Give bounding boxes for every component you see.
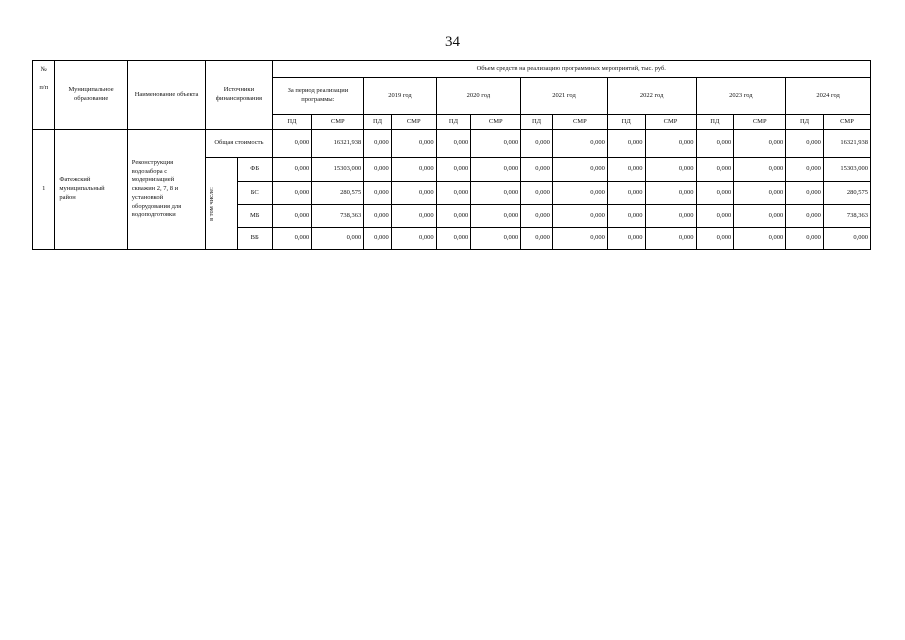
value-cell: 0,000 [471,182,521,205]
value-cell: 0,000 [521,205,553,228]
source-total-label: Общая стоимость [206,130,272,158]
header-pd: ПД [272,115,312,130]
value-cell: 16321,938 [312,130,364,158]
source-label-vb: ВБ [237,228,272,250]
header-year-2023: 2023 год [696,78,786,115]
source-label-fb: ФБ [237,158,272,182]
value-cell: 738,363 [823,205,870,228]
value-cell: 0,000 [436,205,471,228]
value-cell: 0,000 [734,182,786,205]
header-year-2019: 2019 год [364,78,436,115]
value-cell: 0,000 [391,158,436,182]
value-cell: 0,000 [364,182,392,205]
header-pd: ПД [364,115,392,130]
source-label-mb: МБ [237,205,272,228]
value-cell: 0,000 [696,182,734,205]
value-cell: 0,000 [471,228,521,250]
value-cell: 0,000 [734,158,786,182]
value-cell: 0,000 [552,205,607,228]
header-smr: СМР [471,115,521,130]
value-cell: 0,000 [391,130,436,158]
header-period-total: За период реализации программы: [272,78,364,115]
value-cell: 0,000 [364,205,392,228]
value-cell: 0,000 [552,130,607,158]
value-cell: 0,000 [364,228,392,250]
value-cell: 0,000 [786,158,824,182]
value-cell: 280,575 [312,182,364,205]
value-cell: 0,000 [521,130,553,158]
value-cell: 0,000 [552,228,607,250]
financing-table [32,60,871,250]
header-smr: СМР [391,115,436,130]
value-cell: 738,363 [312,205,364,228]
value-cell: 0,000 [272,130,312,158]
header-pd: ПД [786,115,824,130]
value-cell: 0,000 [272,205,312,228]
value-cell: 0,000 [786,182,824,205]
value-cell: 0,000 [696,158,734,182]
value-cell: 15303,000 [823,158,870,182]
header-number-top: № [40,66,47,73]
header-pd: ПД [607,115,645,130]
value-cell: 0,000 [645,130,696,158]
value-cell: 0,000 [607,205,645,228]
value-cell: 0,000 [272,158,312,182]
value-cell: 0,000 [645,228,696,250]
value-cell: 0,000 [696,228,734,250]
value-cell: 0,000 [696,130,734,158]
header-pd: ПД [696,115,734,130]
header-smr: СМР [734,115,786,130]
value-cell: 0,000 [364,130,392,158]
value-cell: 0,000 [607,182,645,205]
value-cell: 0,000 [471,130,521,158]
including-label-cell [206,158,238,250]
header-year-2020: 2020 год [436,78,521,115]
header-volume-title: Объем средств на реализацию программных мероприятий, тыс. руб. [272,61,870,78]
header-sources: Источники финансирования [206,61,272,130]
value-cell: 0,000 [391,228,436,250]
header-number-bottom: п/п [39,83,49,91]
value-cell: 0,000 [436,130,471,158]
value-cell: 0,000 [521,158,553,182]
including-label: в том числе: [208,186,216,221]
value-cell: 0,000 [696,205,734,228]
header-year-2024: 2024 год [786,78,871,115]
value-cell: 0,000 [436,182,471,205]
header-object-name: Наименование объекта [127,61,205,130]
value-cell: 0,000 [436,228,471,250]
header-pd: ПД [521,115,553,130]
value-cell: 0,000 [521,228,553,250]
value-cell: 0,000 [552,158,607,182]
value-cell: 15303,000 [312,158,364,182]
value-cell: 0,000 [471,205,521,228]
page-number: 34 [445,34,460,50]
value-cell: 0,000 [645,205,696,228]
table-row-total [33,130,871,158]
row-number: 1 [33,130,55,250]
value-cell: 0,000 [734,130,786,158]
header-smr: СМР [823,115,870,130]
value-cell: 0,000 [607,228,645,250]
value-cell: 0,000 [734,205,786,228]
value-cell: 16321,938 [823,130,870,158]
row-object-name: Реконструкция водозабора с модернизацией скважин 2, 7, 8 и установкой оборудования для водоподготовки [127,130,205,250]
header-year-2021: 2021 год [521,78,608,115]
value-cell: 0,000 [312,228,364,250]
value-cell: 0,000 [786,130,824,158]
value-cell: 0,000 [391,182,436,205]
value-cell: 0,000 [521,182,553,205]
header-smr: СМР [645,115,696,130]
header-number [33,61,55,130]
value-cell: 0,000 [823,228,870,250]
source-label-bs: БС [237,182,272,205]
header-year-2022: 2022 год [607,78,696,115]
value-cell: 0,000 [436,158,471,182]
value-cell: 0,000 [607,158,645,182]
value-cell: 0,000 [607,130,645,158]
value-cell: 0,000 [645,158,696,182]
header-smr: СМР [552,115,607,130]
header-smr: СМР [312,115,364,130]
value-cell: 0,000 [645,182,696,205]
value-cell: 0,000 [734,228,786,250]
value-cell: 0,000 [272,228,312,250]
value-cell: 280,575 [823,182,870,205]
value-cell: 0,000 [552,182,607,205]
value-cell: 0,000 [364,158,392,182]
value-cell: 0,000 [391,205,436,228]
header-municipality: Муниципальное образование [55,61,127,130]
value-cell: 0,000 [786,228,824,250]
value-cell: 0,000 [471,158,521,182]
header-pd: ПД [436,115,471,130]
value-cell: 0,000 [786,205,824,228]
value-cell: 0,000 [272,182,312,205]
row-municipality: Фатежский муниципальный район [55,130,127,250]
